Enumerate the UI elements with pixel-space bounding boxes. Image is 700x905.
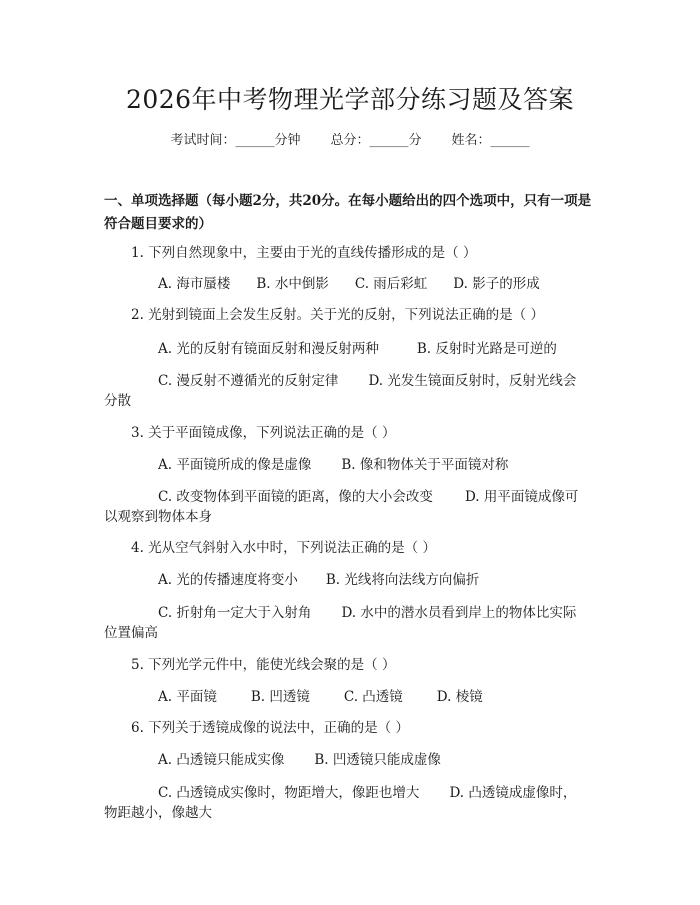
question-4-options-row2	[158, 603, 602, 623]
question-5-options	[158, 687, 509, 707]
question-1-stem: 1. 下列自然现象中，主要由于光的直线传播形成的是（ ）	[131, 245, 477, 261]
option-b: B. 凹透镜	[250, 689, 310, 705]
option-d: D. 影子的形成	[453, 276, 540, 292]
option-a: A. 海市蜃楼	[158, 276, 231, 292]
question-6-stem: 6. 下列关于透镜成像的说法中，正确的是（ ）	[131, 720, 409, 736]
question-4-stem: 4. 光从空气斜射入水中时，下列说法正确的是（ ）	[131, 540, 436, 556]
option-d: D. 水中的潜水员看到岸上的物体比实际	[341, 605, 577, 621]
option-b: B. 反射时光路是可逆的	[416, 341, 557, 357]
question-5-stem: 5. 下列光学元件中，能使光线会聚的是（ ）	[131, 657, 396, 673]
option-d: D. 棱镜	[436, 689, 483, 705]
question-6-options-row2	[158, 783, 602, 803]
option-b: B. 像和物体关于平面镜对称	[341, 457, 509, 473]
option-c: C. 凸透镜	[343, 689, 403, 705]
option-c: C. 改变物体到平面镜的距离，像的大小会改变	[158, 489, 433, 505]
question-3-options-row2	[158, 487, 604, 507]
question-4-options-row1	[158, 570, 505, 590]
option-a: A. 平面镜所成的像是虚像	[158, 457, 312, 473]
exam-meta	[0, 131, 700, 151]
page-title: 2026年中考物理光学部分练习题及答案	[125, 85, 575, 114]
option-a: A. 光的传播速度将变小	[158, 572, 298, 588]
option-b: B. 水中倒影	[256, 276, 329, 292]
option-a: A. 平面镜	[158, 689, 217, 705]
name-field: 姓名：______	[451, 133, 530, 148]
section-heading: 一、单项选择题（每小题2分，共20分。在每小题给出的四个选项中，只有一项是符合题目要求的）	[104, 193, 592, 232]
option-b: B. 光线将向法线方向偏折	[325, 572, 480, 588]
option-c: C. 漫反射不遵循光的反射定律	[158, 373, 339, 389]
question-2-options-row1	[158, 339, 583, 359]
question-3-continuation: 以观察到物体本身	[104, 509, 212, 525]
question-4-continuation: 位置偏高	[104, 625, 158, 641]
question-3-options-row1	[158, 455, 534, 475]
option-a: A. 光的反射有镜面反射和漫反射两种	[158, 341, 379, 357]
option-a: A. 凸透镜只能成实像	[158, 752, 285, 768]
option-b: B. 凹透镜只能成虚像	[314, 752, 441, 768]
option-c: C. 折射角一定大于入射角	[158, 605, 312, 621]
option-c: C. 凸透镜成实像时，物距增大，像距也增大	[158, 785, 420, 801]
question-6-continuation: 物距越小，像越大	[104, 805, 212, 821]
question-2-continuation: 分散	[104, 393, 131, 409]
option-c: C. 雨后彩虹	[354, 276, 428, 292]
option-d: D. 光发生镜面反射时，反射光线会	[368, 373, 577, 389]
question-6-options-row1	[158, 750, 467, 770]
option-d: D. 用平面镜成像可	[464, 489, 579, 505]
question-2-stem: 2. 光射到镜面上会发生反射。关于光的反射，下列说法正确的是（ ）	[131, 307, 544, 323]
question-3-stem: 3. 关于平面镜成像，下列说法正确的是（ ）	[131, 425, 396, 441]
question-1-options	[158, 274, 566, 294]
total-score-field: 总分：______分	[330, 133, 422, 148]
option-d: D. 凸透镜成虚像时，	[449, 785, 577, 801]
exam-time-field: 考试时间：______分钟	[170, 133, 301, 148]
question-2-options-row2	[158, 371, 602, 391]
